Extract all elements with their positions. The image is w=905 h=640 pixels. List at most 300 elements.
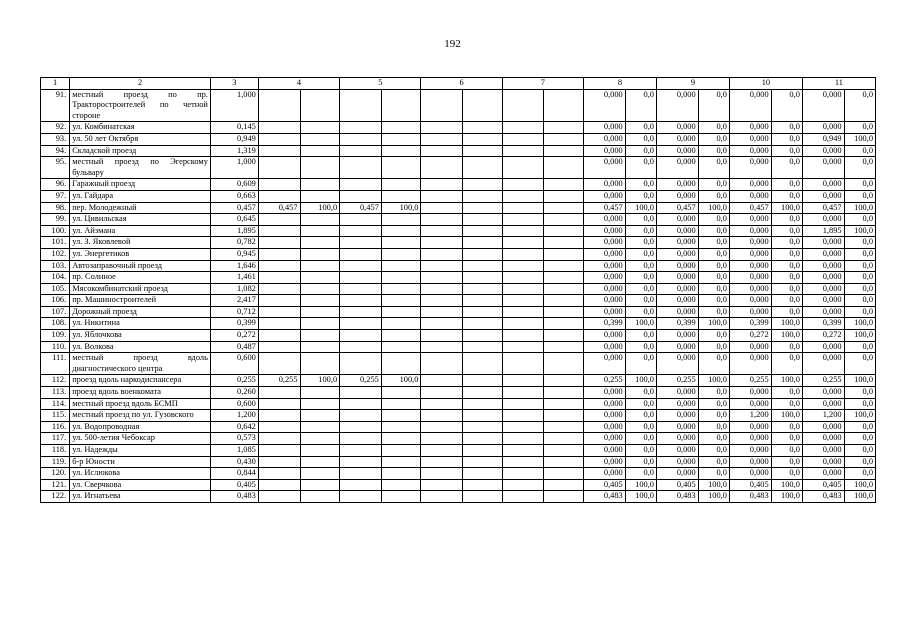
col10-percent-cell: 0,0 — [771, 445, 802, 457]
col7-value-cell — [502, 433, 544, 445]
col7-value-cell — [502, 122, 544, 134]
col5-value-cell — [340, 145, 382, 157]
col10-value-cell: 0,000 — [729, 433, 771, 445]
col9-percent-cell: 0,0 — [698, 122, 729, 134]
col8-percent-cell: 0,0 — [625, 272, 656, 284]
col7-percent-cell — [544, 248, 584, 260]
col6-value-cell — [421, 248, 463, 260]
col7-percent-cell — [544, 283, 584, 295]
col4-percent-cell — [300, 133, 340, 145]
col7-percent-cell — [544, 122, 584, 134]
street-name-cell: ул. Цивильская — [70, 214, 211, 226]
col8-percent-cell: 0,0 — [625, 398, 656, 410]
col8-percent-cell: 0,0 — [625, 157, 656, 179]
col5-value-cell — [340, 445, 382, 457]
table-row — [41, 306, 876, 318]
col6-percent-cell — [463, 283, 503, 295]
col7-percent-cell — [544, 433, 584, 445]
length-cell: 1,200 — [210, 410, 258, 422]
col10-value-cell: 0,000 — [729, 398, 771, 410]
col-header-7: 7 — [502, 78, 583, 90]
col7-percent-cell — [544, 179, 584, 191]
col11-percent-cell: 0,0 — [844, 387, 875, 399]
col6-value-cell — [421, 202, 463, 214]
length-cell: 0,844 — [210, 468, 258, 480]
col8-percent-cell: 0,0 — [625, 433, 656, 445]
row-number-cell: 96. — [41, 179, 70, 191]
col10-value-cell: 0,000 — [729, 306, 771, 318]
col6-value-cell — [421, 190, 463, 202]
col9-value-cell: 0,000 — [656, 122, 698, 134]
col7-percent-cell — [544, 330, 584, 342]
col9-percent-cell: 0,0 — [698, 133, 729, 145]
street-name-cell: местный проезд вдоль диагностического центра — [70, 353, 211, 375]
col-header-2: 2 — [70, 78, 211, 90]
col4-value-cell — [258, 353, 300, 375]
col6-percent-cell — [463, 353, 503, 375]
col10-value-cell: 0,000 — [729, 341, 771, 353]
col7-percent-cell — [544, 375, 584, 387]
col5-value-cell — [340, 306, 382, 318]
col5-value-cell — [340, 387, 382, 399]
col6-value-cell — [421, 133, 463, 145]
col7-percent-cell — [544, 398, 584, 410]
table-row — [41, 225, 876, 237]
col11-value-cell: 0,000 — [802, 295, 844, 307]
col11-value-cell: 0,399 — [802, 318, 844, 330]
col8-percent-cell: 0,0 — [625, 89, 656, 122]
col5-value-cell — [340, 122, 382, 134]
table-row — [41, 341, 876, 353]
col8-percent-cell: 0,0 — [625, 445, 656, 457]
col9-percent-cell: 0,0 — [698, 295, 729, 307]
col9-percent-cell: 0,0 — [698, 341, 729, 353]
col8-value-cell: 0,000 — [584, 330, 626, 342]
col6-percent-cell — [463, 179, 503, 191]
col6-value-cell — [421, 491, 463, 503]
col7-value-cell — [502, 225, 544, 237]
col8-value-cell: 0,000 — [584, 341, 626, 353]
col6-percent-cell — [463, 214, 503, 226]
col5-percent-cell — [381, 433, 421, 445]
col7-percent-cell — [544, 190, 584, 202]
col10-percent-cell: 0,0 — [771, 468, 802, 480]
col7-value-cell — [502, 353, 544, 375]
col4-percent-cell — [300, 237, 340, 249]
col9-value-cell: 0,457 — [656, 202, 698, 214]
col7-value-cell — [502, 272, 544, 284]
col7-percent-cell — [544, 225, 584, 237]
col9-value-cell: 0,000 — [656, 237, 698, 249]
table-row — [41, 260, 876, 272]
col5-value-cell — [340, 410, 382, 422]
col11-value-cell: 0,000 — [802, 248, 844, 260]
length-cell: 1,646 — [210, 260, 258, 272]
col11-value-cell: 0,255 — [802, 375, 844, 387]
col8-percent-cell: 0,0 — [625, 145, 656, 157]
table-row — [41, 445, 876, 457]
col10-percent-cell: 0,0 — [771, 341, 802, 353]
col6-percent-cell — [463, 248, 503, 260]
col4-percent-cell — [300, 445, 340, 457]
col9-value-cell: 0,255 — [656, 375, 698, 387]
row-number-cell: 117. — [41, 433, 70, 445]
length-cell: 0,145 — [210, 122, 258, 134]
col5-value-cell — [340, 398, 382, 410]
length-cell: 1,319 — [210, 145, 258, 157]
col10-percent-cell: 0,0 — [771, 190, 802, 202]
col8-percent-cell: 0,0 — [625, 179, 656, 191]
col6-percent-cell — [463, 456, 503, 468]
street-name-cell: Гаражный проезд — [70, 179, 211, 191]
col9-value-cell: 0,000 — [656, 157, 698, 179]
col5-percent-cell — [381, 225, 421, 237]
col8-percent-cell: 0,0 — [625, 283, 656, 295]
col-header-8: 8 — [584, 78, 657, 90]
col4-value-cell — [258, 179, 300, 191]
col7-percent-cell — [544, 491, 584, 503]
col8-percent-cell: 0,0 — [625, 133, 656, 145]
col8-value-cell: 0,000 — [584, 445, 626, 457]
col9-value-cell: 0,000 — [656, 133, 698, 145]
table-row — [41, 387, 876, 399]
length-cell: 0,712 — [210, 306, 258, 318]
col10-percent-cell: 0,0 — [771, 387, 802, 399]
col7-percent-cell — [544, 272, 584, 284]
col10-value-cell: 0,483 — [729, 491, 771, 503]
col9-value-cell: 0,000 — [656, 179, 698, 191]
col9-percent-cell: 100,0 — [698, 479, 729, 491]
col11-percent-cell: 0,0 — [844, 295, 875, 307]
col7-value-cell — [502, 145, 544, 157]
col6-value-cell — [421, 260, 463, 272]
col7-value-cell — [502, 341, 544, 353]
col7-percent-cell — [544, 89, 584, 122]
col10-value-cell: 0,000 — [729, 214, 771, 226]
col10-value-cell: 0,255 — [729, 375, 771, 387]
length-cell: 0,645 — [210, 214, 258, 226]
col4-percent-cell — [300, 318, 340, 330]
col4-value-cell — [258, 491, 300, 503]
col8-percent-cell: 0,0 — [625, 214, 656, 226]
col10-value-cell: 0,000 — [729, 190, 771, 202]
col10-value-cell: 0,000 — [729, 133, 771, 145]
table-row — [41, 421, 876, 433]
col11-value-cell: 0,272 — [802, 330, 844, 342]
col4-percent-cell — [300, 248, 340, 260]
col11-percent-cell: 100,0 — [844, 330, 875, 342]
col10-percent-cell: 0,0 — [771, 433, 802, 445]
street-name-cell: б-р Юности — [70, 456, 211, 468]
col7-percent-cell — [544, 445, 584, 457]
col8-percent-cell: 100,0 — [625, 375, 656, 387]
col5-percent-cell — [381, 330, 421, 342]
col4-percent-cell — [300, 190, 340, 202]
col7-value-cell — [502, 410, 544, 422]
col9-percent-cell: 0,0 — [698, 283, 729, 295]
col7-value-cell — [502, 202, 544, 214]
table-row — [41, 456, 876, 468]
col8-value-cell: 0,000 — [584, 306, 626, 318]
table-row — [41, 248, 876, 260]
col8-percent-cell: 100,0 — [625, 491, 656, 503]
col4-value-cell — [258, 260, 300, 272]
col4-percent-cell — [300, 306, 340, 318]
col8-percent-cell: 0,0 — [625, 306, 656, 318]
col10-percent-cell: 100,0 — [771, 330, 802, 342]
col11-percent-cell: 0,0 — [844, 445, 875, 457]
col11-percent-cell: 0,0 — [844, 157, 875, 179]
table-row — [41, 330, 876, 342]
table-row — [41, 295, 876, 307]
col6-value-cell — [421, 145, 463, 157]
col4-percent-cell — [300, 341, 340, 353]
col5-percent-cell — [381, 179, 421, 191]
col5-percent-cell — [381, 260, 421, 272]
col5-value-cell — [340, 283, 382, 295]
col5-value-cell — [340, 341, 382, 353]
col4-value-cell — [258, 225, 300, 237]
length-cell: 0,642 — [210, 421, 258, 433]
col4-value-cell — [258, 248, 300, 260]
col11-percent-cell: 0,0 — [844, 421, 875, 433]
col7-percent-cell — [544, 387, 584, 399]
col5-value-cell — [340, 157, 382, 179]
col7-value-cell — [502, 491, 544, 503]
col8-percent-cell: 0,0 — [625, 410, 656, 422]
col7-percent-cell — [544, 421, 584, 433]
col10-percent-cell: 100,0 — [771, 410, 802, 422]
col6-percent-cell — [463, 89, 503, 122]
col5-percent-cell — [381, 387, 421, 399]
col6-value-cell — [421, 410, 463, 422]
row-number-cell: 103. — [41, 260, 70, 272]
street-name-cell: ул. Надежды — [70, 445, 211, 457]
col7-percent-cell — [544, 479, 584, 491]
col9-value-cell: 0,000 — [656, 89, 698, 122]
table-row — [41, 410, 876, 422]
col11-percent-cell: 0,0 — [844, 283, 875, 295]
col8-value-cell: 0,399 — [584, 318, 626, 330]
table-row — [41, 190, 876, 202]
col9-value-cell: 0,405 — [656, 479, 698, 491]
table-row — [41, 283, 876, 295]
table-row — [41, 237, 876, 249]
col7-value-cell — [502, 295, 544, 307]
col11-value-cell: 0,000 — [802, 145, 844, 157]
col8-value-cell: 0,000 — [584, 190, 626, 202]
col11-percent-cell: 100,0 — [844, 410, 875, 422]
col11-value-cell: 0,000 — [802, 283, 844, 295]
col-header-1: 1 — [41, 78, 70, 90]
col11-value-cell: 0,000 — [802, 157, 844, 179]
col7-value-cell — [502, 179, 544, 191]
col5-percent-cell — [381, 237, 421, 249]
col10-percent-cell: 0,0 — [771, 248, 802, 260]
col6-value-cell — [421, 214, 463, 226]
col4-value-cell — [258, 214, 300, 226]
length-cell: 0,399 — [210, 318, 258, 330]
col10-value-cell: 0,000 — [729, 353, 771, 375]
street-name-cell: Автозаправочный проезд — [70, 260, 211, 272]
table-row — [41, 433, 876, 445]
col4-value-cell — [258, 89, 300, 122]
length-cell: 0,600 — [210, 398, 258, 410]
col9-percent-cell: 0,0 — [698, 272, 729, 284]
col7-value-cell — [502, 375, 544, 387]
col9-value-cell: 0,000 — [656, 260, 698, 272]
col5-percent-cell — [381, 479, 421, 491]
col11-percent-cell: 100,0 — [844, 318, 875, 330]
col10-percent-cell: 0,0 — [771, 421, 802, 433]
row-number-cell: 95. — [41, 157, 70, 179]
col8-value-cell: 0,000 — [584, 410, 626, 422]
street-name-cell: Складской проезд — [70, 145, 211, 157]
col5-value-cell — [340, 190, 382, 202]
col4-percent-cell — [300, 225, 340, 237]
col11-value-cell: 0,000 — [802, 353, 844, 375]
col10-percent-cell: 0,0 — [771, 237, 802, 249]
street-name-cell: местный проезд вдоль БСМП — [70, 398, 211, 410]
col10-value-cell: 0,000 — [729, 387, 771, 399]
col9-percent-cell: 0,0 — [698, 225, 729, 237]
col4-value-cell — [258, 157, 300, 179]
length-cell: 0,260 — [210, 387, 258, 399]
col8-value-cell: 0,000 — [584, 468, 626, 480]
col10-percent-cell: 0,0 — [771, 133, 802, 145]
table-body — [41, 78, 876, 503]
length-cell: 0,945 — [210, 248, 258, 260]
col4-value-cell — [258, 133, 300, 145]
col9-value-cell: 0,399 — [656, 318, 698, 330]
col7-value-cell — [502, 89, 544, 122]
col9-percent-cell: 0,0 — [698, 190, 729, 202]
col9-percent-cell: 0,0 — [698, 410, 729, 422]
col8-value-cell: 0,000 — [584, 283, 626, 295]
row-number-cell: 112. — [41, 375, 70, 387]
col9-percent-cell: 0,0 — [698, 445, 729, 457]
col6-value-cell — [421, 479, 463, 491]
col8-value-cell: 0,000 — [584, 353, 626, 375]
row-number-cell: 111. — [41, 353, 70, 375]
col9-value-cell: 0,000 — [656, 398, 698, 410]
col5-percent-cell — [381, 468, 421, 480]
col6-value-cell — [421, 225, 463, 237]
col10-value-cell: 0,399 — [729, 318, 771, 330]
row-number-cell: 104. — [41, 272, 70, 284]
col6-value-cell — [421, 387, 463, 399]
col7-value-cell — [502, 283, 544, 295]
col6-value-cell — [421, 468, 463, 480]
col9-percent-cell: 100,0 — [698, 202, 729, 214]
col5-percent-cell — [381, 295, 421, 307]
col6-value-cell — [421, 295, 463, 307]
col7-percent-cell — [544, 202, 584, 214]
col8-value-cell: 0,457 — [584, 202, 626, 214]
col8-value-cell: 0,000 — [584, 225, 626, 237]
col11-value-cell: 0,000 — [802, 456, 844, 468]
col10-value-cell: 0,000 — [729, 237, 771, 249]
street-name-cell: проезд вдоль военкомата — [70, 387, 211, 399]
col11-value-cell: 0,000 — [802, 468, 844, 480]
col-header-6: 6 — [421, 78, 502, 90]
row-number-cell: 114. — [41, 398, 70, 410]
col7-value-cell — [502, 421, 544, 433]
col8-percent-cell: 0,0 — [625, 330, 656, 342]
length-cell: 0,609 — [210, 179, 258, 191]
col8-value-cell: 0,483 — [584, 491, 626, 503]
length-cell: 0,949 — [210, 133, 258, 145]
col10-value-cell: 0,000 — [729, 225, 771, 237]
col7-value-cell — [502, 260, 544, 272]
col6-value-cell — [421, 122, 463, 134]
col8-percent-cell: 0,0 — [625, 225, 656, 237]
col8-percent-cell: 0,0 — [625, 260, 656, 272]
col6-value-cell — [421, 433, 463, 445]
col11-value-cell: 0,483 — [802, 491, 844, 503]
col8-percent-cell: 0,0 — [625, 122, 656, 134]
col5-percent-cell — [381, 89, 421, 122]
col10-value-cell: 0,405 — [729, 479, 771, 491]
col11-value-cell: 0,457 — [802, 202, 844, 214]
col5-value-cell — [340, 456, 382, 468]
row-number-cell: 120. — [41, 468, 70, 480]
col10-percent-cell: 0,0 — [771, 306, 802, 318]
col4-value-cell — [258, 456, 300, 468]
col8-percent-cell: 0,0 — [625, 190, 656, 202]
col6-value-cell — [421, 421, 463, 433]
col11-value-cell: 0,000 — [802, 398, 844, 410]
col4-percent-cell — [300, 260, 340, 272]
col5-value-cell — [340, 179, 382, 191]
street-name-cell: пер. Молодежный — [70, 202, 211, 214]
col8-value-cell: 0,000 — [584, 456, 626, 468]
col4-value-cell — [258, 190, 300, 202]
col5-value-cell — [340, 353, 382, 375]
col8-value-cell: 0,000 — [584, 157, 626, 179]
row-number-cell: 101. — [41, 237, 70, 249]
length-cell: 0,573 — [210, 433, 258, 445]
col4-percent-cell — [300, 421, 340, 433]
col5-percent-cell — [381, 190, 421, 202]
street-name-cell: ул. 500-летия Чебоксар — [70, 433, 211, 445]
col6-percent-cell — [463, 491, 503, 503]
col9-percent-cell: 0,0 — [698, 421, 729, 433]
col10-percent-cell: 100,0 — [771, 375, 802, 387]
col7-percent-cell — [544, 410, 584, 422]
col9-percent-cell: 0,0 — [698, 398, 729, 410]
col5-value-cell — [340, 491, 382, 503]
street-name-cell: ул. Сверчкова — [70, 479, 211, 491]
table-row — [41, 272, 876, 284]
col11-value-cell: 0,000 — [802, 190, 844, 202]
col10-value-cell: 1,200 — [729, 410, 771, 422]
row-number-cell: 108. — [41, 318, 70, 330]
col8-value-cell: 0,000 — [584, 89, 626, 122]
col10-value-cell: 0,000 — [729, 456, 771, 468]
col11-percent-cell: 100,0 — [844, 491, 875, 503]
length-cell: 1,082 — [210, 283, 258, 295]
col9-value-cell: 0,000 — [656, 330, 698, 342]
col6-value-cell — [421, 330, 463, 342]
table-row — [41, 133, 876, 145]
col5-percent-cell — [381, 214, 421, 226]
length-cell: 1,461 — [210, 272, 258, 284]
street-name-cell: ул. Энергетиков — [70, 248, 211, 260]
col8-percent-cell: 0,0 — [625, 421, 656, 433]
street-name-cell: ул. Игнатьева — [70, 491, 211, 503]
col-header-9: 9 — [656, 78, 729, 90]
